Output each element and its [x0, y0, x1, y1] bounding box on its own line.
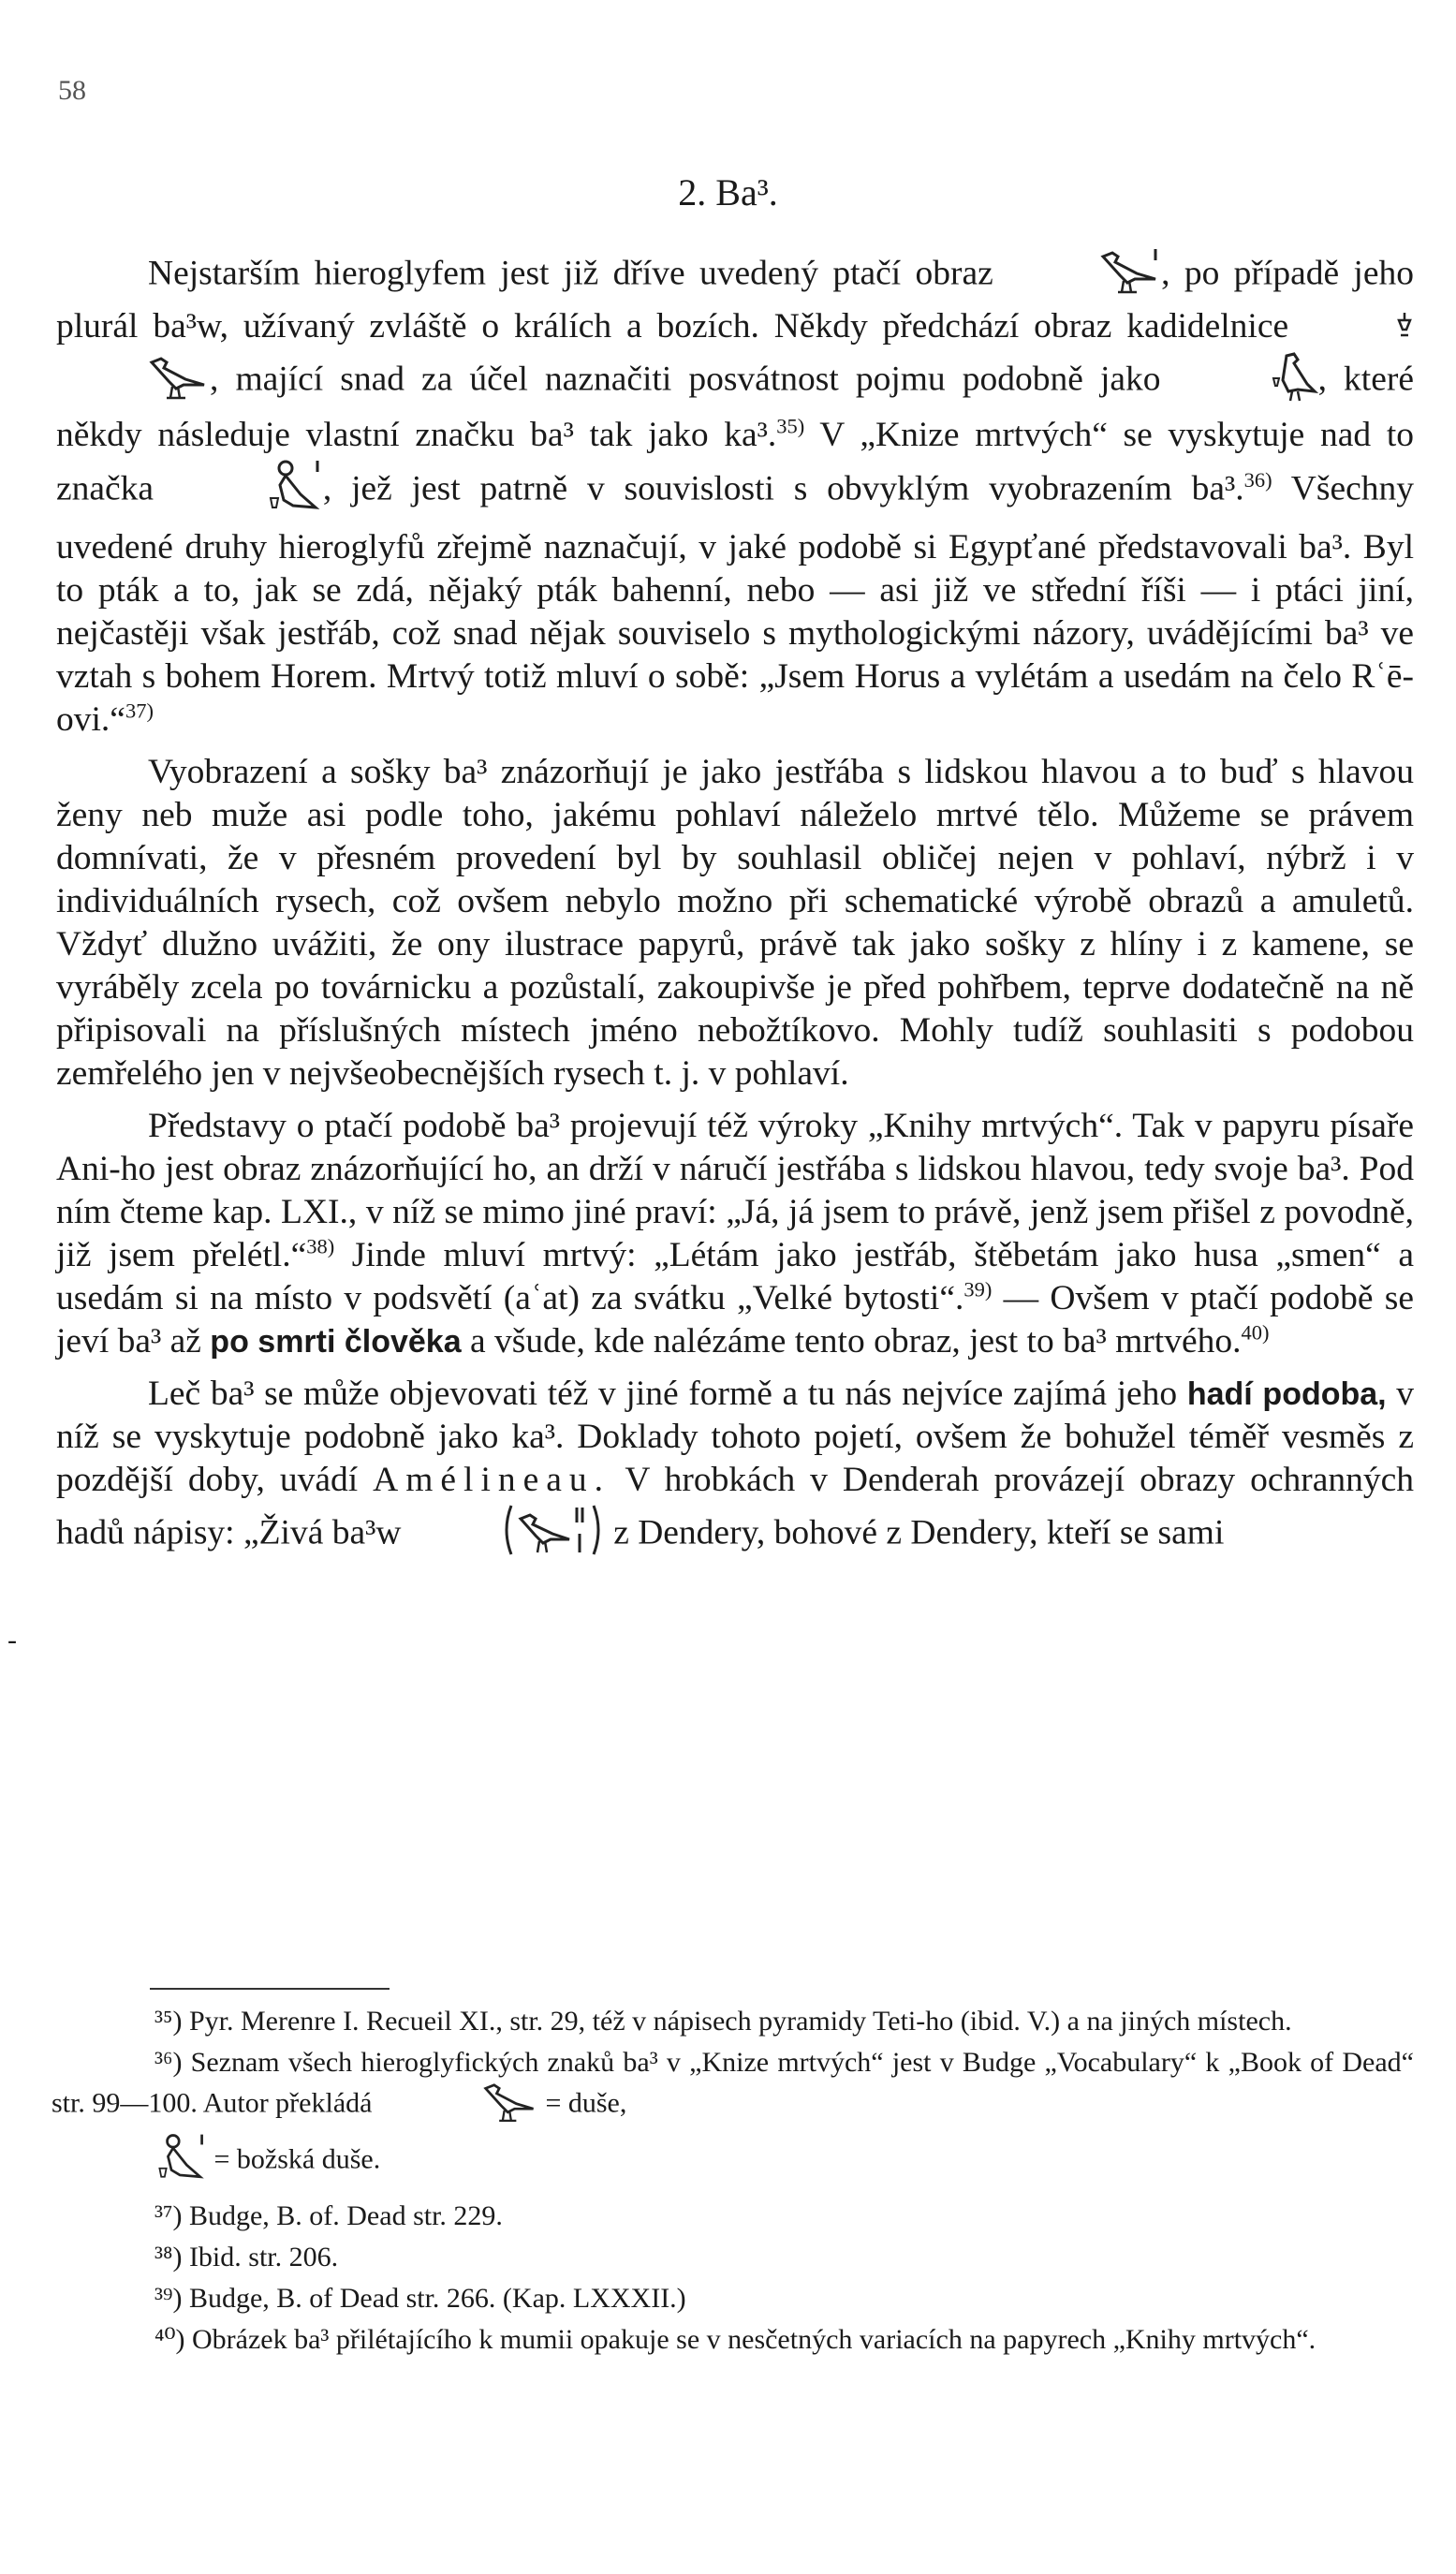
- footnote-35: ³⁵) Pyr. Merenre I. Recueil XI., str. 29, též v nápisech pyramidy Teti-ho (ibid. V.) a na jiných místech.: [154, 2006, 1292, 2037]
- footnote-ref-37: 37): [125, 699, 154, 723]
- human-headed-bird-hieroglyph-icon: [51, 2131, 207, 2192]
- page-number: 58: [58, 75, 86, 106]
- footnote-ref-38: 38): [306, 1234, 335, 1258]
- paragraph-2: Vyobrazení a sošky ba³ znázorňují je jako jestřába s lidskou hlavou a to buď s hlavou ženy neb muže asi podle toho, jakému pohlaví náleželo mrtvé tělo. Můžeme se právem domnívati, že v přesném provedení byl by souhlasil obličej nejen v pohlaví, nýbrž i v individuálních rysech, což ovšem nebylo možno při schematické výrobě obrazů a amuletů. Vždyť dlužno uvážiti, že ony ilustrace papyrů, právě tak jako sošky z hlíny i z kamene, se vyráběly zcela po továrnicku a pozůstalí, zakoupivše je před pohřbem, teprve dodatečně na ně připisovali na příslušných místech jméno nebožtíkovo. Mohly tudíž souhlasiti s podobou zemřelého jen v nejvšeobecnějších rysech t. j. v pohlaví.: [56, 753, 1414, 1094]
- ba-bird-hieroglyph-icon: [379, 2080, 538, 2131]
- human-headed-bird-hieroglyph-icon: [173, 457, 323, 526]
- bold-emphasis: po smrti člověka: [210, 1324, 462, 1361]
- footnote-37: ³⁷) Budge, B. of. Dead str. 229.: [154, 2200, 503, 2231]
- footnote-36: ³⁶) Seznam všech hieroglyfických znaků ba³ v „Knize mrtvých“ jest v Budge „Vocabulary“ k „Book of Dead“ str. 99—100. Autor překládá = duše, = božská duše.: [51, 2045, 1414, 2192]
- footnote-39: ³⁹) Budge, B. of Dead str. 266. (Kap. LXXXII.): [154, 2283, 686, 2314]
- bold-emphasis: hadí podoba,: [1186, 1376, 1387, 1413]
- footnote-ref-39: 39): [963, 1277, 993, 1302]
- author-name: Amélineau.: [373, 1461, 611, 1500]
- footnote-38: ³⁸) Ibid. str. 206.: [154, 2242, 339, 2272]
- paragraph-3: Představy o ptačí podobě ba³ projevují též výroky „Knihy mrtvých“. Tak v papyru písaře Ani-ho jest obraz znázorňující ho, an drží v náručí jestřába s lidskou hlavou, tedy svoje ba³. Pod ním čteme kap. LXI., v níž se mimo jiné praví: „Já, já jsem to právě, jenž jsem přišel z povodně, již jsem přelétl.“$^{38)}$ Jinde mluví mrtvý: „Létám jako jestřáb, štěbetám jako husa „smen“ a usedám si na místo v podsvětí (aʿat) za svátku „Velké bytosti“.$^{39)}$ — Ovšem v ptačí podobě se jeví ba³ až po smrti člověka a všude, kde nalézáme tento obraz, jest to ba³ mrtvého.$^{40)}$: [56, 1107, 1415, 1361]
- paragraph-1: Nejstarším hieroglyfem jest již dříve uvedený ptačí obraz , po případě jeho plurál ba³w, užívaný zvláště o králích a bozích. Někdy předchází obraz kadidelnice , mající snad za účel naznačiti posvátnost pojmu podobně jako , které někdy následuje vlastní značku ba³ tak jako ka³.$^{35)}$ V „Knize mrtvých“ se vyskytuje nad to značka , jež jest patrně v souvislosti s obvyklým vyobrazením ba³.$^{36)}$ Všechny uvedené druhy hieroglyfů zřejmě naznačují, v jaké podobě si Egypťané představovali ba³. Byl to pták a to, jak se zdá, nějaký pták bahenní, nebo — asi již ve střední říši — i ptáci jiní, nejčastěji však jestřáb, což snad nějak souviselo s mythologickými názory, uvádějícími ba³ ve vztah s bohem Horem. Mrtvý totiž mluví o sobě: „Jsem Horus a vylétám a usedám na čelo Rʿē-ovi.“$^{37)}$: [56, 247, 1414, 742]
- ba-bird-hieroglyph-icon: [56, 353, 210, 411]
- footnote-40: ⁴⁰) Obrázek ba³ přilétajícího k mumii opakuje se v nesčetných variacích na papyrech „Knihy mrtvých“.: [154, 2324, 1316, 2355]
- footnote-separator: [150, 1988, 390, 1990]
- ba-plural-hieroglyph-icon: [410, 1502, 605, 1569]
- footnote-ref-35: 35): [776, 414, 805, 438]
- footnotes: [51, 2004, 1414, 2363]
- paragraph-4: Leč ba³ se může objevovati též v jiné formě a tu nás nejvíce zajímá jeho hadí podoba, v níž se vyskytuje podobně jako ka³. Doklady tohoto pojetí, ovšem že bohužel téměř vesměs z pozdější doby, uvádí Amélineau. V hrobkách v Denderah provázejí obrazy ochranných hadů nápisy: „Živá ba³w z Dendery, bohové z Dendery, kteří se sami: [56, 1373, 1414, 1569]
- margin-mark: -: [7, 1625, 17, 1655]
- footnote-ref-40: 40): [1241, 1320, 1270, 1345]
- body-text: [56, 245, 1414, 1579]
- ba-bird-hieroglyph-icon: [1007, 247, 1161, 305]
- footnote-ref-36: 36): [1243, 468, 1272, 493]
- incense-burner-hieroglyph-icon: [1303, 307, 1414, 350]
- section-heading: 2. Ba³.: [678, 171, 778, 213]
- bird-with-incense-hieroglyph-icon: [1178, 350, 1318, 414]
